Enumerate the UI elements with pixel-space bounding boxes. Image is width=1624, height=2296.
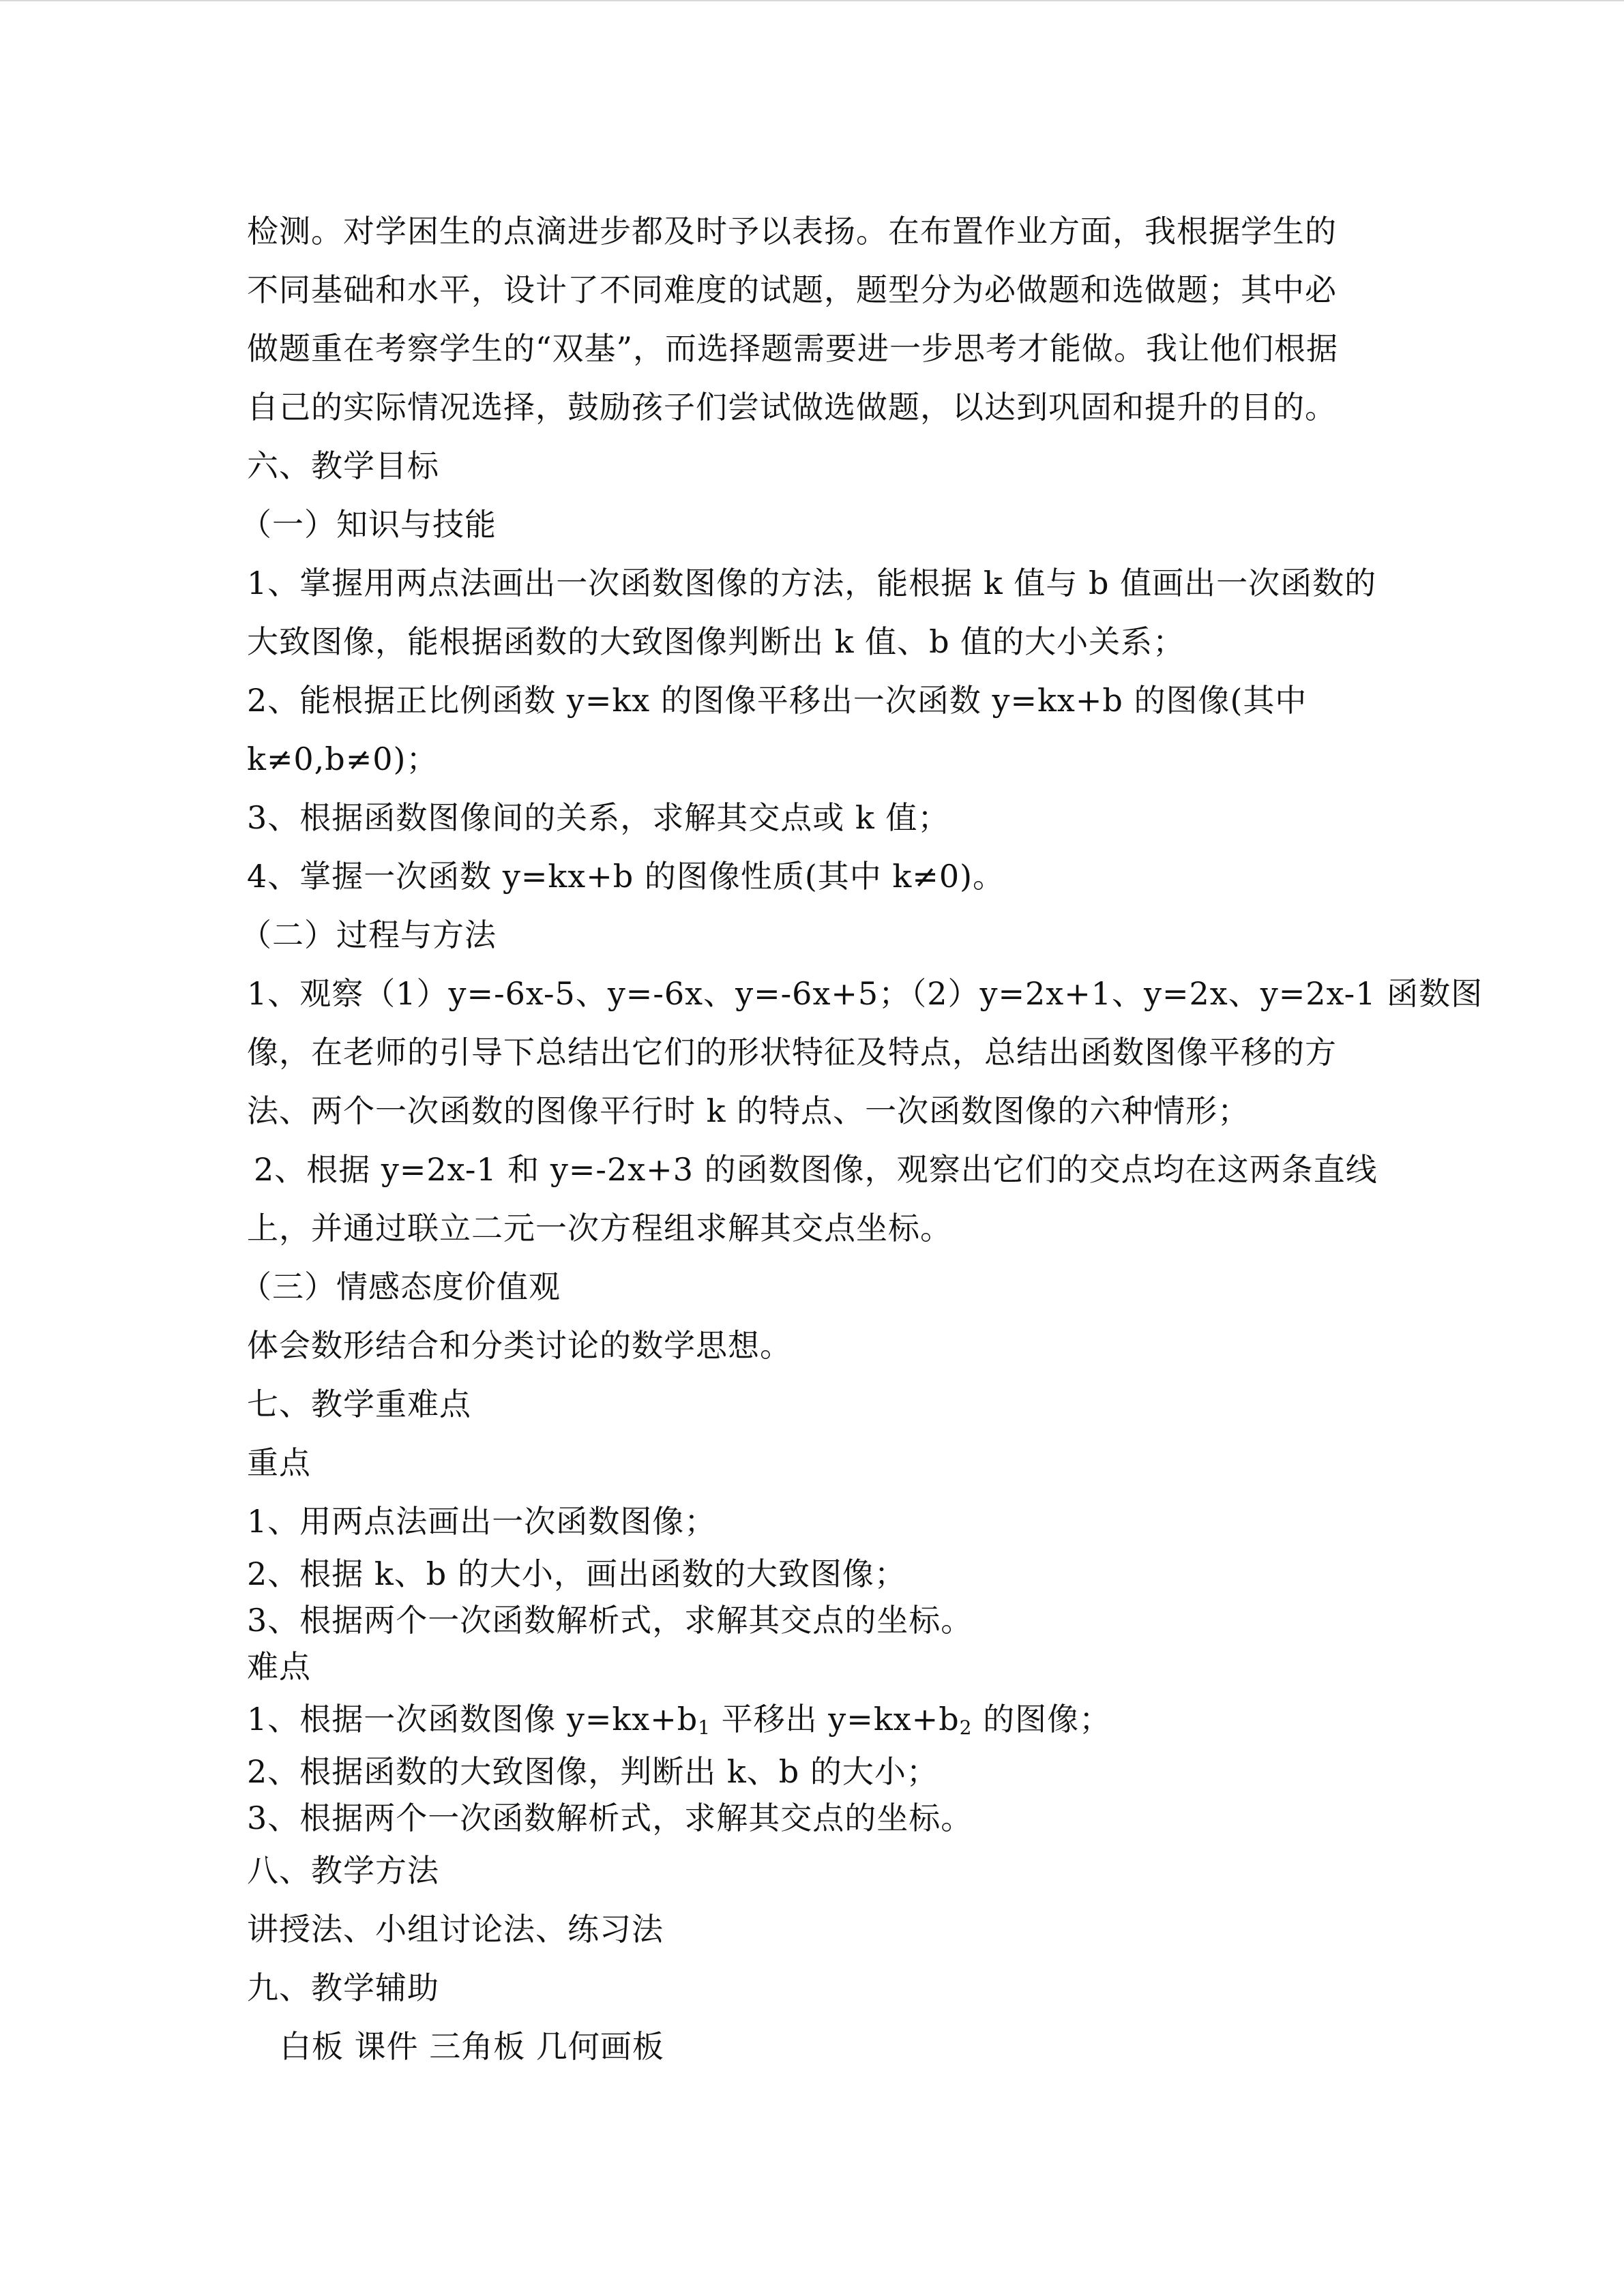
list-item-continuation: 大致图像，能根据函数的大致图像判断出 k 值、b 值的大小关系； (247, 623, 1185, 660)
paragraph-line: 讲授法、小组讨论法、练习法 (247, 1911, 664, 1948)
formula-text-mid: 平移出 y=kx+b (711, 1701, 960, 1738)
list-item-continuation: 上，并通过联立二元一次方程组求解其交点坐标。 (247, 1210, 952, 1247)
list-item: 1、观察（1）y=-6x-5、y=-6x、y=-6x+5；（2）y=2x+1、y=2x、y=2x-1 函数图 (247, 975, 1483, 1012)
list-item: 3、根据函数图像间的关系，求解其交点或 k 值； (247, 799, 950, 836)
list-item-continuation: 像，在老师的引导下总结出它们的形状特征及特点，总结出函数图像平移的方 (247, 1034, 1337, 1071)
paragraph-line: 检测。对学困生的点滴进步都及时予以表扬。在布置作业方面，我根据学生的 (247, 213, 1337, 250)
list-item: 2、根据函数的大致图像，判断出 k、b 的大小； (247, 1753, 939, 1790)
section-heading: 七、教学重难点 (247, 1386, 471, 1422)
list-item: 3、根据两个一次函数解析式，求解其交点的坐标。 (247, 1800, 973, 1836)
section-heading: 九、教学辅助 (247, 1969, 439, 2006)
list-item-continuation: k≠0,b≠0)； (247, 741, 439, 777)
subsection-heading: （三）情感态度价值观 (240, 1268, 561, 1305)
list-item: 4、掌握一次函数 y=kx+b 的图像性质(其中 k≠0)。 (247, 858, 1005, 895)
page-top-edge (0, 0, 1624, 1)
list-item: 2、根据 y=2x-1 和 y=-2x+3 的函数图像，观察出它们的交点均在这两条直线 (254, 1151, 1378, 1188)
subheading-difficulties: 难点 (247, 1648, 311, 1685)
list-item: 1、用两点法画出一次函数图像； (247, 1503, 717, 1540)
paragraph-line: 自己的实际情况选择，鼓励孩子们尝试做选做题，以达到巩固和提升的目的。 (247, 389, 1337, 426)
list-item: 3、根据两个一次函数解析式，求解其交点的坐标。 (247, 1602, 973, 1639)
formula-text-post: 的图像； (972, 1701, 1112, 1738)
subscript-1: 1 (698, 1716, 711, 1739)
formula-text-pre: 1、根据一次函数图像 y=kx+b (247, 1701, 698, 1738)
paragraph-line: 体会数形结合和分类讨论的数学思想。 (247, 1327, 792, 1364)
paragraph-line: 白板 课件 三角板 几何画板 (280, 2028, 664, 2065)
list-item: 2、能根据正比例函数 y=kx 的图像平移出一次函数 y=kx+b 的图像(其中 (247, 682, 1308, 719)
subheading-key-points: 重点 (247, 1444, 311, 1481)
section-heading: 八、教学方法 (247, 1852, 439, 1889)
list-item: 1、掌握用两点法画出一次函数图像的方法，能根据 k 值与 b 值画出一次函数的 (247, 565, 1377, 601)
subsection-heading: （一）知识与技能 (240, 506, 497, 543)
list-item: 2、根据 k、b 的大小，画出函数的大致图像； (247, 1555, 906, 1592)
list-item (247, 1690, 1379, 1748)
subscript-2: 2 (959, 1716, 973, 1739)
subsection-heading: （二）过程与方法 (240, 916, 497, 953)
section-heading: 六、教学目标 (247, 447, 439, 484)
paragraph-line: 不同基础和水平，设计了不同难度的试题，题型分为必做题和选做题；其中必 (247, 271, 1337, 308)
list-item-continuation: 法、两个一次函数的图像平行时 k 的特点、一次函数图像的六种情形； (247, 1092, 1250, 1129)
paragraph-line: 做题重在考察学生的“双基”，而选择题需要进一步思考才能做。我让他们根据 (247, 330, 1339, 367)
document-body (240, 202, 1483, 2076)
